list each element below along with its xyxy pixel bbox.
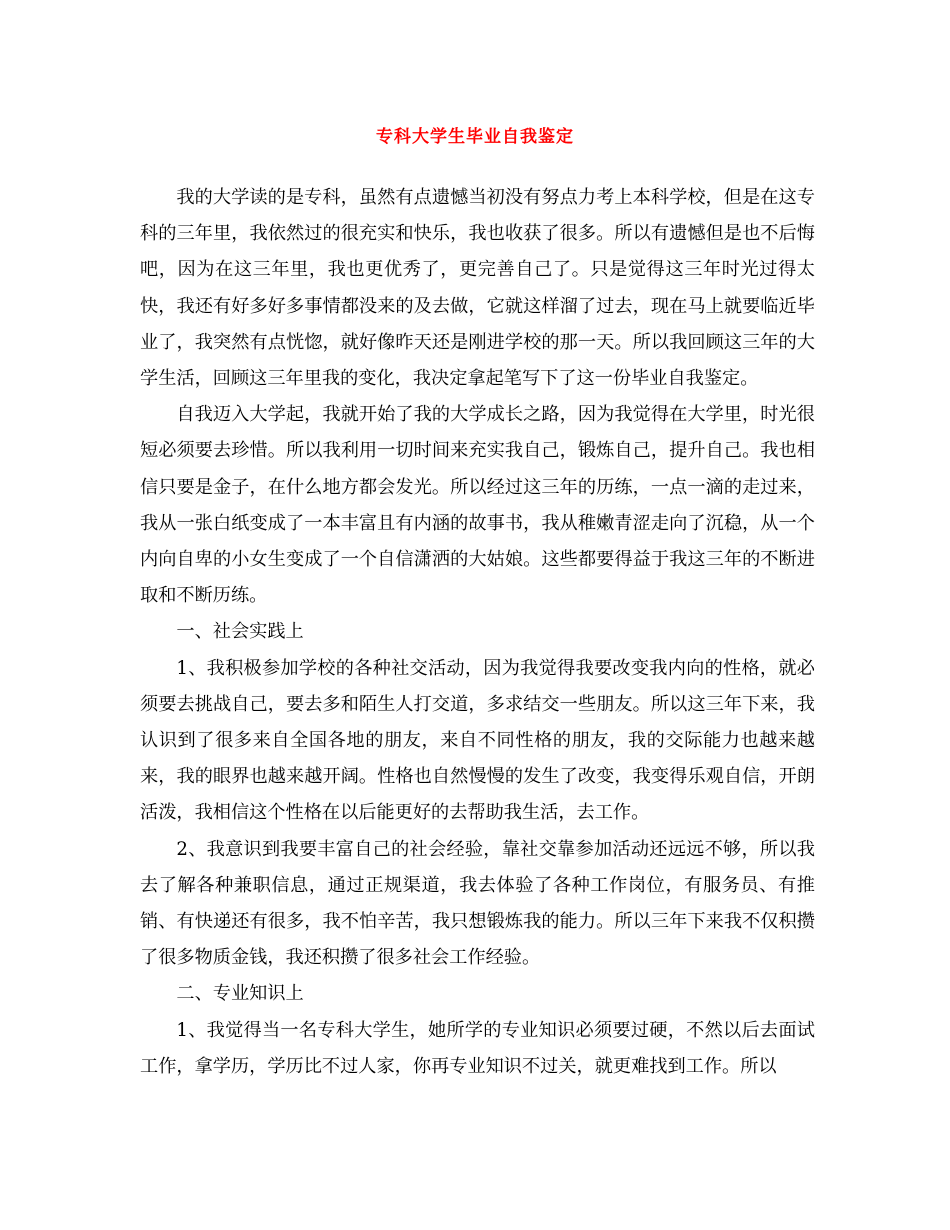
section-heading-professional-knowledge: 二、专业知识上 <box>176 983 304 1005</box>
paragraph-intro: 我的大学读的是专科，虽然有点遗憾当初没有努点力考上本科学校，但是在这专科的三年里，我依然过的很充实和快乐，我也收获了很多。所以有遗憾但是也不后悔吧，因为在这三年里，我也更优秀了，更完善自己了。只是觉得这三年时光过得太快，我还有好多好多事情都没来的及去做，它就这样溜了过去，现在马上就要临近毕业了，我突然有点恍惚，就好像昨天还是刚进学校的那一天。所以我回顾这三年的大学生活，回顾这三年里我的变化，我决定拿起笔写下了这一份毕业自我鉴定。 <box>140 187 815 390</box>
paragraph-professional-1: 1、我觉得当一名专科大学生，她所学的专业知识必须要过硬，不然以后去面试工作，拿学历，学历比不过人家，你再专业知识不过关，就更难找到工作。所以 <box>140 1019 815 1077</box>
paragraph-growth: 自我迈入大学起，我就开始了我的大学成长之路，因为我觉得在大学里，时光很短必须要去珍惜。所以我利用一切时间来充实我自己，锻炼自己，提升自己。我也相信只要是金子，在什么地方都会发光。所以经过这三年的历练，一点一滴的走过来，我从一张白纸变成了一本丰富且有内涵的故事书，我从稚嫩青涩走向了沉稳，从一个内向自卑的小女生变成了一个自信潇洒的大姑娘。这些都要得益于我这三年的不断进取和不断历练。 <box>140 404 815 607</box>
paragraph-social-1: 1、我积极参加学校的各种社交活动，因为我觉得我要改变我内向的性格，就必须要去挑战自己，要去多和陌生人打交道，多求结交一些朋友。所以这三年下来，我认识到了很多来自全国各地的朋友，来自不同性格的朋友，我的交际能力也越来越来，我的眼界也越来越开阔。性格也自然慢慢的发生了改变，我变得乐观自信，开朗活泼，我相信这个性格在以后能更好的去帮助我生活，去工作。 <box>140 657 815 824</box>
document-title: 专科大学生毕业自我鉴定 <box>376 127 574 147</box>
document-body <box>140 180 815 1085</box>
paragraph-social-2: 2、我意识到我要丰富自己的社会经验，靠社交靠参加活动还远远不够，所以我去了解各种兼职信息，通过正规渠道，我去体验了各种工作岗位，有服务员、有推销、有快递还有很多，我不怕辛苦，我只想锻炼我的能力。所以三年下来我不仅积攒了很多物质金钱，我还积攒了很多社会工作经验。 <box>140 838 815 969</box>
section-heading-social-practice: 一、社会实践上 <box>176 621 304 643</box>
